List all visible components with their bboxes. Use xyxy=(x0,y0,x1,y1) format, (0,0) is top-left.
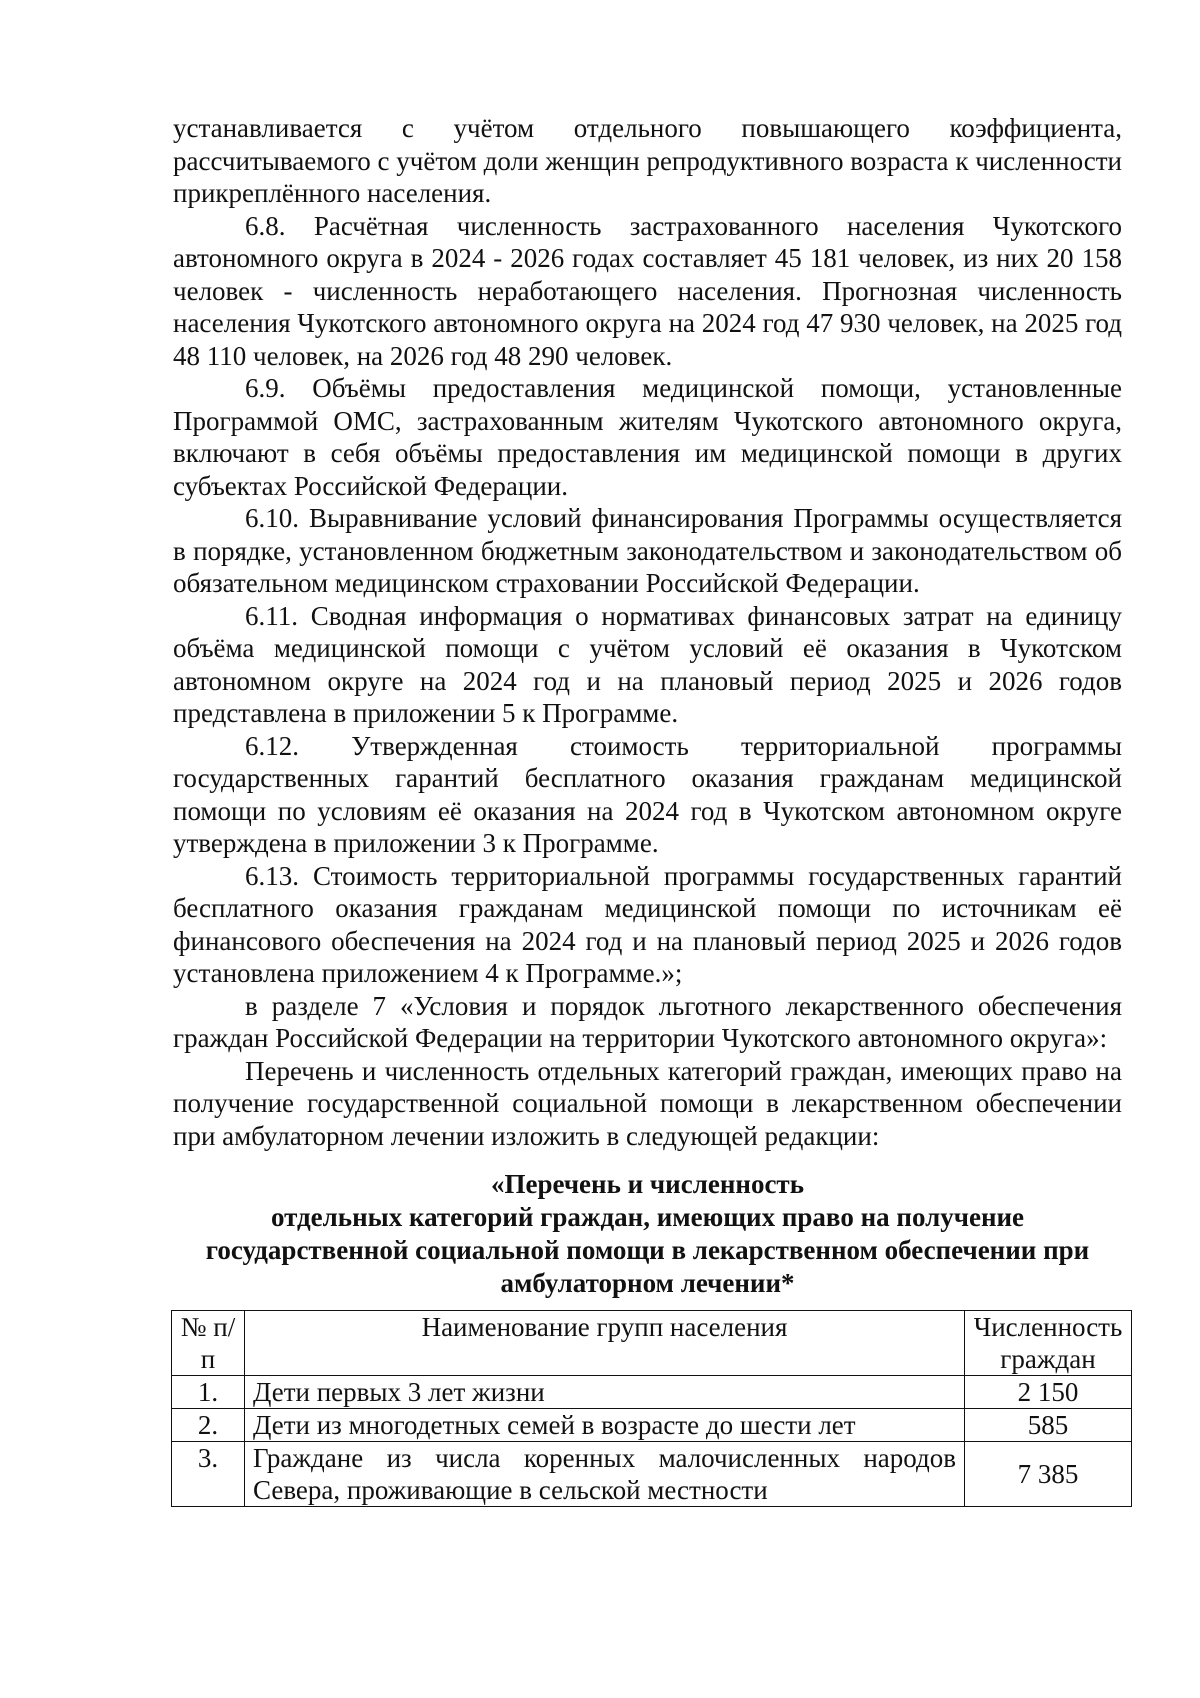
body-text xyxy=(173,112,1122,1152)
table-title-line: «Перечень и численность xyxy=(491,1169,804,1199)
paragraph: 6.12. Утвержденная стоимость территориальной программы государственных гарантий бесплатного оказания гражданам медицинской помощи по условиям её оказания на 2024 год в Чукотском автономном округе утверждена в приложении 3 к Программе. xyxy=(173,730,1122,858)
row-count: 7 385 xyxy=(965,1442,1132,1507)
document-page xyxy=(173,112,1122,1507)
paragraph: 6.8. Расчётная численность застрахованного населения Чукотского автономного округа в 2024 - 2026 годах составляет 45 181 человек, из них 20 158 человек - численность неработающего населения. Прогнозная численность населения Чукотского автономного округа на 2024 год 47 930 человек, на 2025 год 48 110 человек, на 2026 год 48 290 человек. xyxy=(173,210,1122,371)
table-title-line: государственной социальной помощи в лекарственном обеспечении при xyxy=(205,1235,1090,1265)
row-name: Дети из многодетных семей в возрасте до шести лет xyxy=(245,1409,965,1442)
row-num: 1. xyxy=(172,1376,245,1409)
table-title xyxy=(173,1168,1122,1300)
header-count: Численность граждан xyxy=(965,1311,1132,1376)
table-row xyxy=(172,1409,1132,1442)
paragraph: Перечень и численность отдельных категорий граждан, имеющих право на получение государственной социальной помощи в лекарственном обеспечении при амбулаторном лечении изложить в следующей редакции: xyxy=(173,1055,1122,1151)
paragraph: 6.9. Объёмы предоставления медицинской помощи, установленные Программой ОМС, застрахованным жителям Чукотского автономного округа, включают в себя объёмы предоставления им медицинской помощи в других субъектах Российской Федерации. xyxy=(173,373,1122,501)
header-num: № п/п xyxy=(172,1311,245,1376)
paragraph: 6.10. Выравнивание условий финансирования Программы осуществляется в порядке, установленном бюджетным законодательством и законодательством об обязательном медицинском страховании Российской Федерации. xyxy=(173,503,1122,598)
table-row xyxy=(172,1376,1132,1409)
table-header-row xyxy=(172,1311,1132,1376)
row-num: 3. xyxy=(172,1442,245,1507)
row-name: Граждане из числа коренных малочисленных народов Севера, проживающие в сельской местности xyxy=(253,1443,956,1505)
table-title-line: амбулаторном лечении* xyxy=(500,1268,795,1298)
row-count: 2 150 xyxy=(965,1376,1132,1409)
row-name: Дети первых 3 лет жизни xyxy=(245,1376,965,1409)
table-row xyxy=(172,1442,1132,1507)
row-count: 585 xyxy=(965,1409,1132,1442)
categories-table xyxy=(171,1310,1132,1507)
row-num: 2. xyxy=(172,1409,245,1442)
paragraph: в разделе 7 «Условия и порядок льготного лекарственного обеспечения граждан Российской Федерации на территории Чукотского автономного округа»: xyxy=(173,990,1122,1053)
table-title-line: отдельных категорий граждан, имеющих право на получение xyxy=(270,1202,1025,1232)
paragraph: 6.11. Сводная информация о нормативах финансовых затрат на единицу объёма медицинской помощи с учётом условий её оказания в Чукотском автономном округе на 2024 год и на плановый период 2025 и 2026 годов представлена в приложении 5 к Программе. xyxy=(173,600,1122,728)
paragraph: устанавливается с учётом отдельного повышающего коэффициента, рассчитываемого с учётом доли женщин репродуктивного возраста к численности прикреплённого населения. xyxy=(173,113,1122,208)
paragraph: 6.13. Стоимость территориальной программы государственных гарантий бесплатного оказания гражданам медицинской помощи по источникам её финансового обеспечения на 2024 год и на плановый период 2025 и 2026 годов установлена приложением 4 к Программе.»; xyxy=(173,860,1122,988)
header-name: Наименование групп населения xyxy=(245,1311,965,1376)
row-name-cell xyxy=(245,1442,965,1507)
